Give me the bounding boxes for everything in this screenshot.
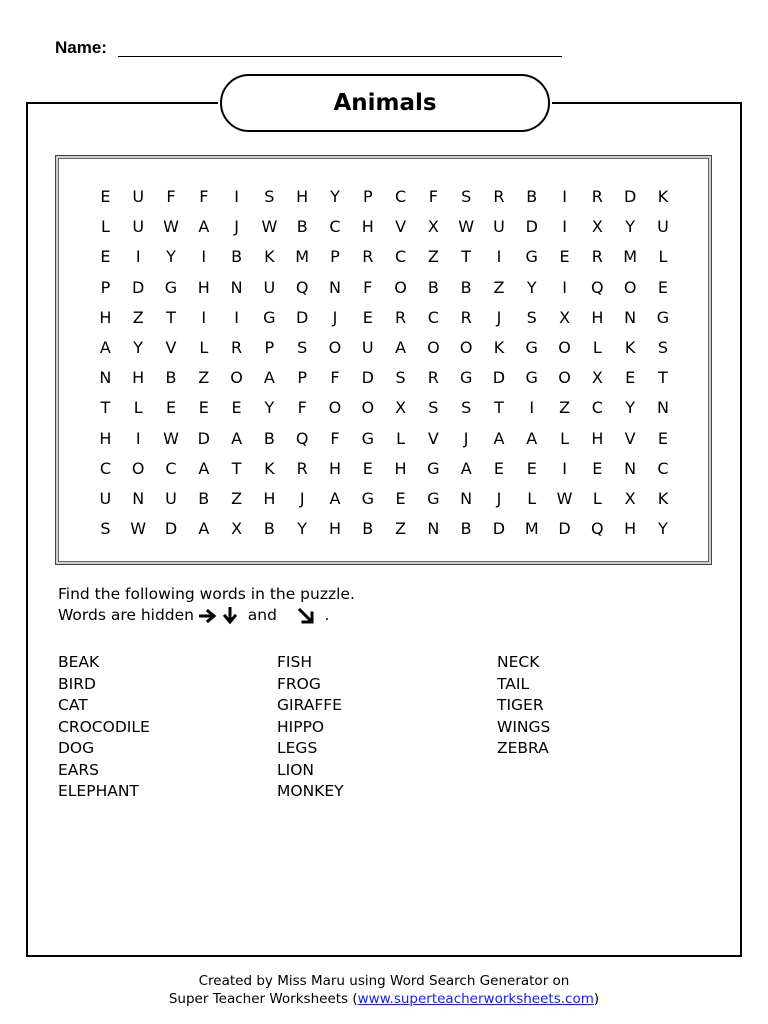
- word-list-item: EARS: [58, 760, 100, 779]
- grid-letter: W: [556, 488, 573, 508]
- grid-letter: S: [395, 368, 406, 388]
- grid-letter: I: [135, 247, 141, 267]
- word-list-item: ELEPHANT: [58, 782, 139, 800]
- grid-letter: C: [657, 458, 669, 478]
- grid-letter: U: [132, 217, 145, 237]
- page-title: Animals: [333, 90, 437, 116]
- word-search-grid: [89, 182, 679, 544]
- grid-letter: Y: [166, 247, 176, 267]
- grid-letter: X: [591, 217, 603, 237]
- grid-letter: U: [99, 488, 112, 508]
- grid-letter: K: [657, 488, 669, 508]
- grid-letter: I: [529, 398, 535, 418]
- grid-letter: O: [230, 368, 243, 388]
- grid-letter: Z: [198, 368, 210, 388]
- grid-letter: O: [361, 398, 375, 418]
- grid-letter: A: [493, 428, 505, 448]
- grid-letter: I: [234, 187, 239, 206]
- grid-letter: H: [591, 307, 604, 327]
- grid-letter: I: [234, 307, 239, 327]
- grid-letter: Z: [493, 277, 505, 297]
- word-list-item: BEAK: [58, 653, 100, 671]
- grid-letter: G: [427, 488, 440, 508]
- grid-letter: O: [459, 337, 473, 357]
- grid-letter: M: [623, 247, 638, 267]
- grid-letter: T: [494, 398, 504, 418]
- grid-letter: E: [362, 458, 373, 478]
- grid-letter: B: [198, 488, 210, 508]
- grid-letter: D: [492, 519, 506, 539]
- grid-letter: Y: [658, 519, 668, 539]
- grid-letter: L: [199, 337, 209, 357]
- grid-letter: Y: [297, 519, 308, 539]
- footer-line-2: [0, 990, 768, 1008]
- grid-letter: R: [493, 187, 505, 206]
- grid-letter: B: [263, 428, 275, 448]
- grid-letter: J: [496, 488, 502, 508]
- word-list-item: MONKEY: [277, 782, 344, 800]
- grid-letter: R: [591, 187, 603, 206]
- grid-letter: U: [657, 217, 669, 237]
- grid-letter: I: [562, 217, 567, 237]
- grid-letter: S: [264, 187, 275, 206]
- grid-letter: K: [657, 187, 669, 206]
- grid-letter: J: [299, 488, 305, 508]
- grid-letter: Q: [591, 519, 604, 539]
- grid-letter: Z: [231, 488, 243, 508]
- grid-letter: W: [163, 428, 179, 448]
- grid-letter: A: [198, 217, 210, 237]
- grid-letter: Z: [427, 247, 439, 267]
- grid-letter: Z: [559, 398, 571, 418]
- grid-letter: W: [261, 217, 278, 237]
- grid-letter: I: [562, 187, 567, 206]
- grid-letter: G: [656, 307, 670, 327]
- grid-letter: K: [493, 337, 505, 357]
- word-list-item: TAIL: [497, 674, 530, 693]
- title-banner: [220, 74, 550, 132]
- grid-letter: E: [625, 368, 636, 388]
- grid-letter: E: [362, 307, 373, 327]
- grid-letter: G: [361, 428, 374, 448]
- grid-letter: L: [396, 428, 406, 448]
- instructions-suffix: .: [324, 606, 330, 624]
- grid-letter: D: [361, 368, 374, 388]
- grid-letter: H: [328, 519, 341, 539]
- grid-letter: U: [165, 488, 177, 508]
- instructions-line-1: Find the following words in the puzzle.: [58, 585, 355, 603]
- grid-letter: E: [231, 398, 242, 418]
- grid-letter: U: [361, 337, 374, 357]
- footer-prefix: Super Teacher Worksheets (: [168, 991, 358, 1007]
- grid-letter: C: [165, 458, 177, 478]
- grid-letter: F: [330, 428, 340, 448]
- grid-letter: Q: [591, 277, 604, 297]
- grid-letter: B: [362, 519, 374, 539]
- grid-letter: T: [166, 307, 176, 327]
- word-list-item: GIRAFFE: [277, 696, 342, 714]
- grid-letter: H: [296, 187, 309, 206]
- name-label: Name:: [55, 38, 107, 57]
- grid-letter: H: [624, 519, 637, 539]
- grid-letter: Z: [395, 519, 407, 539]
- grid-letter: J: [463, 428, 469, 448]
- footer-suffix: ): [593, 991, 600, 1007]
- grid-letter: M: [524, 519, 539, 539]
- grid-letter: Y: [625, 217, 636, 237]
- footer-link[interactable]: www.superteacherworksheets.com: [357, 991, 594, 1007]
- grid-letter: P: [264, 337, 275, 357]
- grid-letter: A: [329, 488, 341, 508]
- footer-credit: [0, 972, 768, 1008]
- grid-letter: F: [166, 187, 176, 206]
- grid-letter: G: [164, 277, 178, 297]
- grid-letter: C: [427, 307, 439, 327]
- grid-letter: I: [201, 307, 207, 327]
- grid-letter: L: [133, 398, 143, 418]
- grid-letter: L: [527, 488, 537, 508]
- grid-letter: N: [460, 488, 473, 508]
- grid-letter: S: [428, 398, 439, 418]
- grid-letter: D: [296, 307, 309, 327]
- grid-letter: E: [657, 277, 668, 297]
- grid-letter: F: [297, 398, 307, 418]
- grid-letter: H: [591, 428, 604, 448]
- grid-letter: F: [330, 368, 340, 388]
- grid-letter: A: [198, 458, 210, 478]
- grid-letter: Y: [526, 277, 537, 297]
- grid-letter: A: [231, 428, 243, 448]
- grid-letter: Y: [330, 187, 340, 206]
- grid-letter: B: [427, 277, 439, 297]
- grid-letter: D: [558, 519, 571, 539]
- grid-letter: E: [657, 428, 668, 448]
- grid-letter: B: [296, 217, 308, 237]
- name-blank-line: [118, 56, 562, 57]
- grid-letter: D: [164, 519, 178, 539]
- arrow-right-icon: [199, 608, 217, 624]
- word-list-item: TIGER: [497, 696, 544, 714]
- word-list-item: ZEBRA: [497, 739, 549, 757]
- grid-letter: T: [100, 398, 111, 418]
- grid-letter: X: [624, 488, 636, 508]
- grid-letter: E: [165, 398, 177, 418]
- grid-letter: P: [100, 277, 111, 297]
- grid-letter: W: [163, 217, 179, 237]
- word-list-item: WINGS: [497, 717, 551, 736]
- grid-letter: H: [99, 307, 112, 327]
- word-list-item: BIRD: [58, 674, 96, 693]
- grid-letter: C: [329, 217, 341, 237]
- grid-letter: O: [328, 337, 342, 357]
- grid-letter: B: [526, 187, 538, 206]
- grid-letter: F: [363, 277, 373, 297]
- grid-letter: D: [525, 217, 538, 237]
- grid-letter: I: [562, 458, 567, 478]
- grid-letter: K: [264, 247, 275, 267]
- grid-letter: G: [263, 307, 276, 327]
- grid-letter: O: [328, 398, 342, 418]
- grid-letter: Y: [264, 398, 275, 418]
- grid-letter: S: [461, 187, 472, 206]
- grid-letter: I: [135, 428, 141, 448]
- grid-letter: V: [624, 428, 636, 448]
- grid-letter: A: [263, 368, 275, 388]
- grid-letter: E: [526, 458, 537, 478]
- grid-letter: E: [493, 458, 505, 478]
- grid-letter: C: [394, 187, 407, 206]
- word-list-item: CROCODILE: [58, 717, 150, 736]
- grid-letter: T: [231, 458, 242, 478]
- grid-letter: I: [562, 277, 567, 297]
- grid-letter: Y: [625, 398, 636, 418]
- grid-letter: N: [99, 368, 112, 388]
- grid-letter: X: [395, 398, 407, 418]
- grid-letter: G: [525, 337, 538, 357]
- grid-letter: U: [263, 277, 276, 297]
- grid-letter: S: [100, 519, 111, 539]
- grid-letter: T: [461, 247, 472, 267]
- grid-letter: H: [361, 217, 374, 237]
- grid-letter: A: [460, 458, 472, 478]
- grid-letter: B: [460, 277, 472, 297]
- grid-letter: O: [558, 337, 571, 357]
- grid-letter: K: [624, 337, 636, 357]
- grid-letter: D: [197, 428, 210, 448]
- grid-letter: H: [197, 277, 210, 297]
- grid-letter: E: [198, 398, 209, 418]
- grid-letter: S: [657, 337, 669, 357]
- grid-letter: U: [132, 187, 145, 206]
- word-list-item: DOG: [58, 739, 95, 757]
- grid-letter: H: [394, 458, 407, 478]
- grid-letter: X: [427, 217, 439, 237]
- grid-letter: N: [328, 277, 341, 297]
- word-list-item: NECK: [497, 653, 540, 671]
- grid-letter: E: [100, 187, 111, 206]
- grid-letter: E: [559, 247, 570, 267]
- grid-letter: G: [525, 368, 538, 388]
- grid-letter: H: [263, 488, 276, 508]
- grid-letter: P: [362, 187, 373, 206]
- grid-letter: S: [461, 398, 472, 418]
- grid-letter: P: [330, 247, 340, 267]
- instructions-prefix: Words are hidden: [58, 606, 195, 624]
- grid-letter: C: [591, 398, 603, 418]
- grid-letter: Y: [133, 337, 144, 357]
- grid-letter: D: [623, 187, 637, 206]
- grid-letter: U: [493, 217, 505, 237]
- instructions-and: and: [247, 606, 277, 624]
- grid-letter: N: [427, 519, 440, 539]
- grid-letter: J: [332, 307, 338, 327]
- grid-letter: G: [525, 247, 538, 267]
- word-list-item: HIPPO: [277, 717, 325, 736]
- grid-letter: D: [132, 277, 145, 297]
- grid-letter: Q: [295, 277, 309, 297]
- grid-letter: M: [295, 247, 310, 267]
- grid-letter: L: [658, 247, 668, 267]
- instructions: [58, 584, 355, 626]
- grid-letter: C: [394, 247, 407, 267]
- grid-letter: H: [132, 368, 145, 388]
- word-list-item: LION: [277, 760, 315, 779]
- grid-letter: S: [297, 337, 308, 357]
- grid-letter: J: [496, 307, 502, 327]
- grid-letter: B: [165, 368, 177, 388]
- grid-letter: D: [492, 368, 506, 388]
- instructions-line-2: [58, 605, 355, 626]
- grid-letter: J: [234, 217, 239, 237]
- grid-letter: L: [560, 428, 570, 448]
- grid-letter: S: [526, 307, 537, 327]
- grid-letter: F: [428, 187, 438, 206]
- grid-letter: R: [362, 247, 374, 267]
- grid-letter: K: [264, 458, 275, 478]
- grid-letter: R: [460, 307, 472, 327]
- footer-line-1: Created by Miss Maru using Word Search Generator on: [198, 973, 570, 989]
- grid-letter: C: [99, 458, 111, 478]
- grid-letter: R: [591, 247, 603, 267]
- grid-letter: O: [427, 337, 440, 357]
- grid-letter: E: [100, 247, 111, 267]
- arrow-down-icon: [222, 607, 238, 625]
- word-list-column-3: [497, 652, 550, 760]
- grid-letter: N: [230, 277, 243, 297]
- grid-letter: R: [296, 458, 308, 478]
- grid-letter: X: [559, 307, 571, 327]
- grid-letter: I: [201, 247, 207, 267]
- grid-letter: O: [131, 458, 145, 478]
- grid-letter: N: [624, 458, 637, 478]
- word-list-item: LEGS: [277, 739, 318, 757]
- grid-letter: O: [623, 277, 637, 297]
- grid-letter: L: [100, 217, 110, 237]
- grid-letter: G: [427, 458, 440, 478]
- word-list-column-2: [277, 652, 344, 803]
- grid-letter: N: [132, 488, 145, 508]
- word-list-item: FISH: [277, 653, 312, 671]
- grid-letter: E: [395, 488, 406, 508]
- grid-letter: Z: [132, 307, 144, 327]
- grid-letter: N: [656, 398, 669, 418]
- grid-letter: O: [394, 277, 407, 297]
- word-list-item: FROG: [277, 674, 321, 693]
- grid-letter: T: [658, 368, 668, 388]
- grid-letter: G: [361, 488, 374, 508]
- grid-letter: A: [99, 337, 111, 357]
- grid-letter: B: [231, 247, 243, 267]
- grid-letter: P: [297, 368, 307, 388]
- grid-letter: Q: [295, 428, 309, 448]
- grid-letter: L: [592, 488, 602, 508]
- arrow-diagonal-icon: [297, 607, 315, 625]
- grid-letter: X: [231, 519, 243, 539]
- grid-letter: V: [395, 217, 407, 237]
- grid-letter: A: [395, 337, 407, 357]
- grid-letter: B: [263, 519, 275, 539]
- grid-letter: X: [591, 368, 603, 388]
- grid-letter: I: [496, 247, 502, 267]
- grid-letter: V: [165, 337, 177, 357]
- word-list-column-1: [58, 652, 150, 803]
- grid-letter: O: [558, 368, 571, 388]
- grid-letter: R: [231, 337, 243, 357]
- grid-letter: N: [624, 307, 637, 327]
- grid-letter: H: [99, 428, 112, 448]
- grid-letter: B: [460, 519, 472, 539]
- grid-letter: E: [592, 458, 603, 478]
- grid-letter: R: [395, 307, 407, 327]
- grid-letter: G: [459, 368, 473, 388]
- grid-letter: F: [199, 187, 209, 206]
- grid-letter: R: [427, 368, 439, 388]
- grid-letter: W: [130, 519, 147, 539]
- grid-letter: H: [328, 458, 341, 478]
- grid-letter: A: [526, 428, 538, 448]
- grid-letter: W: [458, 217, 475, 237]
- grid-letter: A: [198, 519, 210, 539]
- word-list-item: CAT: [58, 696, 88, 714]
- grid-letter: L: [592, 337, 602, 357]
- grid-letter: V: [427, 428, 439, 448]
